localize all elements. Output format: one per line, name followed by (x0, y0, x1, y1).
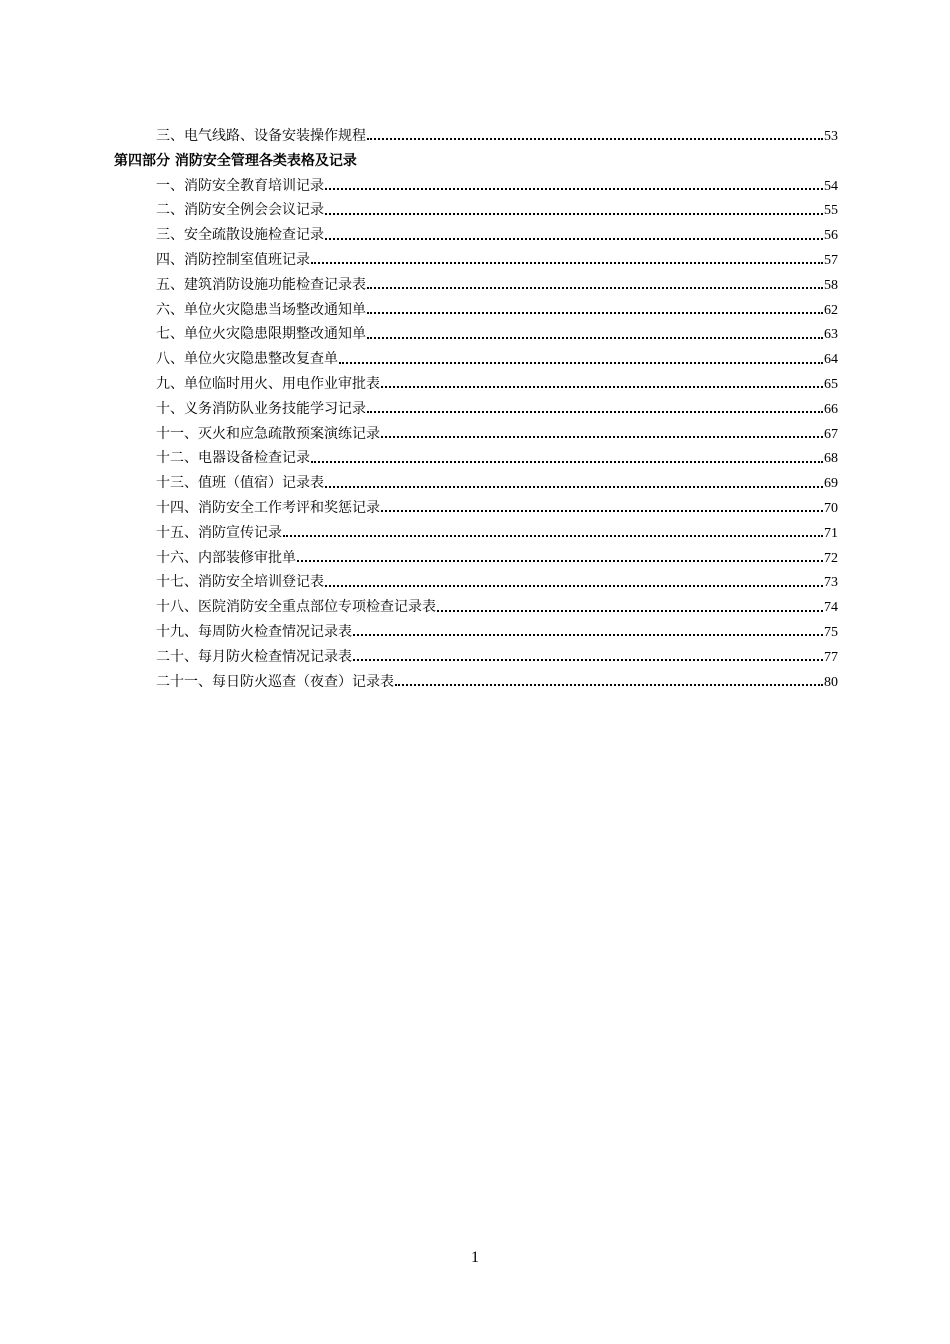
toc-entry-page: 62 (824, 302, 838, 318)
toc-entry[interactable] (114, 496, 838, 521)
toc-entry-title: 二十、每月防火检查情况记录表 (156, 648, 352, 665)
toc-entry-page: 65 (824, 376, 838, 392)
toc-dot-leader (297, 551, 823, 565)
toc-entry-title: 二、消防安全例会会议记录 (156, 202, 324, 219)
toc-entry-page: 67 (824, 426, 838, 442)
toc-entry-page: 55 (824, 203, 838, 219)
toc-entry[interactable] (114, 595, 838, 620)
toc-entry-title: 十二、电器设备检查记录 (156, 450, 310, 467)
toc-entry[interactable] (114, 471, 838, 496)
toc-entry-page: 80 (824, 674, 838, 690)
toc-entry[interactable] (114, 372, 838, 397)
toc-section-heading[interactable] (114, 149, 838, 174)
toc-entry-title: 十四、消防安全工作考评和奖惩记录 (156, 499, 380, 516)
toc-entry-title: 十七、消防安全培训登记表 (156, 574, 324, 591)
toc-entry[interactable] (114, 546, 838, 571)
section-heading-title: 第四部分 消防安全管理各类表格及记录 (114, 152, 357, 169)
toc-entry-title: 十八、医院消防安全重点部位专项检查记录表 (156, 599, 436, 616)
toc-entry[interactable] (114, 174, 838, 199)
toc-entry[interactable] (114, 645, 838, 670)
toc-dot-leader (367, 303, 823, 317)
toc-entry-title: 十五、消防宣传记录 (156, 524, 282, 541)
toc-dot-leader (325, 179, 823, 193)
toc-dot-leader (437, 601, 823, 615)
toc-dot-leader (395, 675, 823, 689)
toc-dot-leader (325, 477, 823, 491)
toc-entry[interactable] (114, 521, 838, 546)
toc-entry-title: 五、建筑消防设施功能检查记录表 (156, 276, 366, 293)
toc-entry-title: 十一、灭火和应急疏散预案演练记录 (156, 425, 380, 442)
toc-entry[interactable] (114, 248, 838, 273)
toc-entry-page: 73 (824, 575, 838, 591)
toc-dot-leader (353, 650, 823, 664)
toc-dot-leader (381, 501, 823, 515)
toc-dot-leader (367, 129, 823, 143)
toc-entry[interactable] (114, 446, 838, 471)
toc-entry-page: 71 (824, 525, 838, 541)
table-of-contents (114, 124, 838, 694)
toc-dot-leader (367, 402, 823, 416)
toc-entry-list (114, 174, 838, 695)
toc-entry[interactable] (114, 670, 838, 695)
toc-entry-title: 七、单位火灾隐患限期整改通知单 (156, 326, 366, 343)
toc-entry-page: 57 (824, 252, 838, 268)
toc-entry-title: 四、消防控制室值班记录 (156, 251, 310, 268)
toc-entry-page: 54 (824, 178, 838, 194)
toc-entry-page: 77 (824, 649, 838, 665)
toc-entry-title: 十、义务消防队业务技能学习记录 (156, 400, 366, 417)
toc-entry[interactable] (114, 223, 838, 248)
toc-entry[interactable] (114, 298, 838, 323)
toc-dot-leader (353, 625, 823, 639)
toc-dot-leader (325, 229, 823, 243)
toc-entry-page: 69 (824, 476, 838, 492)
toc-entry-page: 75 (824, 624, 838, 640)
toc-entry[interactable] (114, 322, 838, 347)
toc-entry-title: 二十一、每日防火巡查（夜查）记录表 (156, 673, 394, 690)
toc-dot-leader (325, 204, 823, 218)
toc-entry-title: 三、电气线路、设备安装操作规程 (156, 128, 366, 144)
toc-dot-leader (339, 353, 823, 367)
toc-dot-leader (311, 253, 823, 267)
toc-entry-title: 八、单位火灾隐患整改复查单 (156, 351, 338, 368)
toc-entry-page: 63 (824, 327, 838, 343)
toc-dot-leader (367, 278, 823, 292)
toc-entry-page: 68 (824, 451, 838, 467)
toc-entry[interactable] (114, 570, 838, 595)
toc-dot-leader (367, 328, 823, 342)
toc-entry[interactable] (114, 422, 838, 447)
toc-entry-title: 十六、内部装修审批单 (156, 549, 296, 566)
toc-entry-page: 74 (824, 600, 838, 616)
toc-dot-leader (283, 526, 823, 540)
toc-entry-page: 56 (824, 228, 838, 244)
toc-entry-page: 66 (824, 401, 838, 417)
toc-dot-leader (381, 377, 823, 391)
toc-entry[interactable] (114, 620, 838, 645)
toc-entry-page: 58 (824, 277, 838, 293)
toc-entry[interactable] (114, 198, 838, 223)
toc-dot-leader (381, 427, 823, 441)
toc-entry[interactable] (114, 273, 838, 298)
toc-entry[interactable] (114, 397, 838, 422)
toc-entry-title: 十三、值班（值宿）记录表 (156, 475, 324, 492)
toc-entry-title: 九、单位临时用火、用电作业审批表 (156, 375, 380, 392)
toc-entry-page: 72 (824, 550, 838, 566)
toc-entry-page: 53 (824, 129, 838, 144)
toc-entry-title: 三、安全疏散设施检查记录 (156, 227, 324, 244)
toc-entry[interactable] (114, 347, 838, 372)
toc-dot-leader (325, 576, 823, 590)
toc-entry-page: 70 (824, 500, 838, 516)
toc-entry-title: 六、单位火灾隐患当场整改通知单 (156, 301, 366, 318)
toc-entry-title: 十九、每周防火检查情况记录表 (156, 623, 352, 640)
toc-entry[interactable] (114, 124, 838, 149)
toc-dot-leader (311, 452, 823, 466)
toc-entry-title: 一、消防安全教育培训记录 (156, 177, 324, 194)
toc-entry-page: 64 (824, 352, 838, 368)
page-number: 1 (471, 1249, 479, 1266)
